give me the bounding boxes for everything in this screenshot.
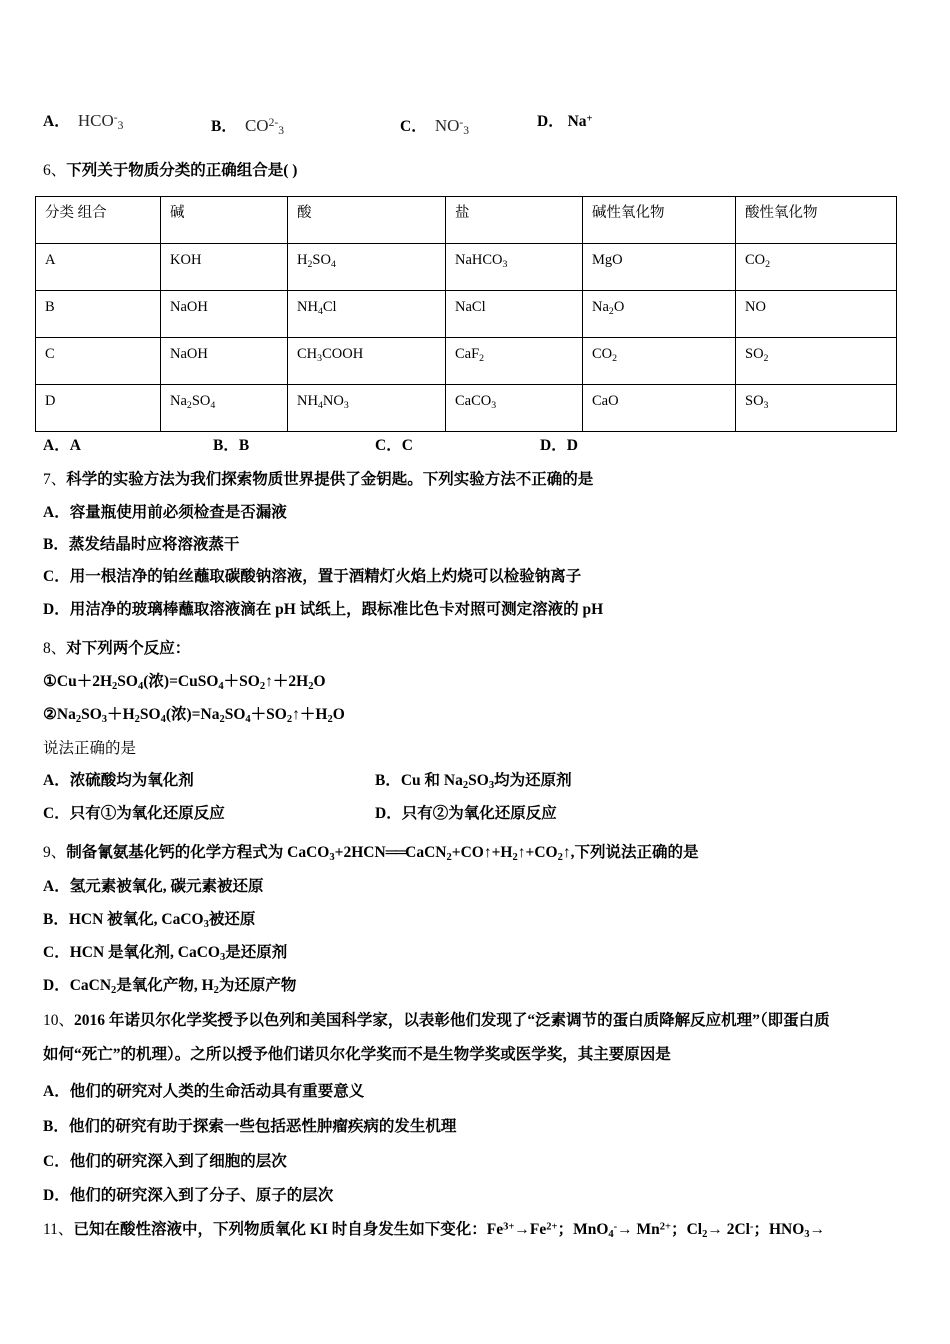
q6-option-a[interactable] bbox=[43, 438, 81, 454]
q8-number: 8、 bbox=[43, 640, 67, 657]
q5-option-a-formula: $HCO^-_3$ bbox=[77, 111, 124, 133]
cell-acidic-oxide: NO bbox=[736, 291, 897, 338]
q9-option-a[interactable] bbox=[43, 879, 263, 895]
cell-acidic-oxide: $CO_2$ bbox=[736, 244, 897, 291]
q8-option-c[interactable] bbox=[43, 806, 225, 822]
q7-option-c-letter: C． bbox=[43, 568, 70, 585]
q7-option-b-text: 蒸发结晶时应将溶液蒸干 bbox=[68, 536, 240, 553]
q10-stem-text-1: 2016 年诺贝尔化学奖授予以色列和美国科学家，以表彰他们发现了“泛素调节的蛋白质降解反应机理”（即蛋白质 bbox=[74, 1012, 830, 1029]
q7-option-d[interactable] bbox=[43, 602, 603, 618]
q6-stem bbox=[43, 163, 297, 179]
cell-basic-oxide: $Na_2O$ bbox=[583, 291, 736, 338]
q9-option-b-text: HCN 被氧化, CaCO$_3$被还原 bbox=[68, 911, 256, 930]
q6-option-d[interactable] bbox=[540, 438, 578, 454]
table-header-row bbox=[36, 197, 897, 244]
cell-acid: $NH_4Cl$ bbox=[288, 291, 446, 338]
q9-option-b[interactable] bbox=[43, 912, 255, 930]
cell-basic-oxide: CaO bbox=[583, 385, 736, 432]
q5-option-d[interactable] bbox=[537, 114, 593, 130]
cell-basic-oxide: MgO bbox=[583, 244, 736, 291]
cell-base: NaOH bbox=[161, 338, 288, 385]
cell-basic-oxide: $CO_2$ bbox=[583, 338, 736, 385]
table-row bbox=[36, 338, 897, 385]
table-row bbox=[36, 385, 897, 432]
q6-option-c-text: C bbox=[401, 437, 413, 454]
q8-equation-2: $②Na_2SO_3+H_2SO_4$(浓)$=Na_2SO_4+SO_2↑+H_2O$ bbox=[43, 706, 345, 725]
cell-acid: $H_2SO_4$ bbox=[288, 244, 446, 291]
header-cell-acid: 酸 bbox=[288, 197, 446, 244]
q7-option-d-letter: D． bbox=[43, 601, 70, 618]
header-cell-combo: 分类 组合 bbox=[36, 197, 161, 244]
table-row bbox=[36, 291, 897, 338]
q7-option-c-text: 用一根洁净的铂丝蘸取碳酸钠溶液，置于酒精灯火焰上灼烧可以检验钠离子 bbox=[69, 568, 582, 585]
q6-option-b-letter: B． bbox=[213, 437, 239, 454]
q5-option-c[interactable] bbox=[400, 117, 469, 137]
q8-option-a[interactable] bbox=[43, 773, 194, 789]
q9-option-d[interactable] bbox=[43, 978, 296, 996]
cell-acidic-oxide: $SO_3$ bbox=[736, 385, 897, 432]
q7-option-b[interactable] bbox=[43, 537, 239, 553]
q10-option-c-letter: C． bbox=[43, 1153, 70, 1170]
q10-option-a[interactable] bbox=[43, 1084, 364, 1100]
q5-option-b[interactable] bbox=[211, 117, 284, 137]
q10-option-c[interactable] bbox=[43, 1154, 287, 1170]
q11-stem: 11、已知在酸性溶液中，下列物质氧化 KI 时自身发生如下变化：$Fe^{3+}\to Fe^{2+}$；$MnO_4^-\to Mn^{2+}$；$Cl_2\to 2Cl^-$；$HNO_3\to$ bbox=[43, 1221, 826, 1240]
cell-combo: D bbox=[36, 385, 161, 432]
q10-option-d-text: 他们的研究深入到了分子、原子的层次 bbox=[69, 1187, 334, 1204]
q11-number: 11、 bbox=[43, 1221, 74, 1238]
q8-equation-1: $①Cu+2H_2SO_4$(浓)$=CuSO_4+SO_2↑+2H_2O$ bbox=[43, 673, 326, 692]
q9-option-c[interactable] bbox=[43, 945, 287, 963]
classification-table bbox=[35, 196, 897, 432]
header-cell-salt: 盐 bbox=[446, 197, 583, 244]
q5-option-b-formula: $CO^{2-}_3$ bbox=[244, 116, 284, 138]
q6-option-b[interactable] bbox=[213, 438, 249, 454]
q6-option-d-letter: D． bbox=[540, 437, 567, 454]
cell-base: $Na_2SO_4$ bbox=[161, 385, 288, 432]
q9-equals-sign: ══ bbox=[385, 844, 406, 861]
q8-option-b-text: Cu 和 $Na_2SO_3$均为还原剂 bbox=[400, 772, 572, 791]
q10-option-b[interactable] bbox=[43, 1119, 456, 1135]
q8-option-a-text: 浓硫酸均为氧化剂 bbox=[69, 772, 194, 789]
q7-option-c[interactable] bbox=[43, 569, 581, 585]
q9-option-c-letter: C． bbox=[43, 944, 70, 961]
q6-stem-text: 下列关于物质分类的正确组合是( ) bbox=[66, 162, 298, 179]
q7-option-d-text: 用洁净的玻璃棒蘸取溶液滴在 pH 试纸上，跟标准比色卡对照可测定溶液的 pH bbox=[69, 601, 604, 618]
cell-combo: C bbox=[36, 338, 161, 385]
q10-option-d-letter: D． bbox=[43, 1187, 70, 1204]
q5-option-a[interactable] bbox=[43, 112, 123, 132]
q5-option-a-letter: A． bbox=[43, 113, 70, 130]
q8-option-b-letter: B． bbox=[375, 772, 401, 789]
q10-option-b-text: 他们的研究有助于探索一些包括恶性肿瘤疾病的发生机理 bbox=[68, 1118, 457, 1135]
q7-option-b-letter: B． bbox=[43, 536, 69, 553]
q9-number: 9、 bbox=[43, 844, 67, 861]
q9-option-a-letter: A． bbox=[43, 878, 70, 895]
q10-option-b-letter: B． bbox=[43, 1118, 69, 1135]
q6-option-a-letter: A． bbox=[43, 437, 70, 454]
q6-table-wrap bbox=[35, 196, 896, 432]
cell-salt: NaHCO$_3$ bbox=[446, 244, 583, 291]
cell-acidic-oxide: $SO_2$ bbox=[736, 338, 897, 385]
q9-stem: 9、制备氰氨基化钙的化学方程式为 $CaCO_3+2HCN══CaCN_2+CO↑+H_2↑+CO_2↑$,下列说法正确的是 bbox=[43, 844, 699, 863]
header-cell-base: 碱 bbox=[161, 197, 288, 244]
q8-option-d-letter: D． bbox=[375, 805, 402, 822]
q10-number: 10、 bbox=[43, 1012, 75, 1029]
q8-stem-text: 对下列两个反应： bbox=[66, 640, 191, 657]
cell-base: KOH bbox=[161, 244, 288, 291]
q10-stem-line2 bbox=[43, 1047, 671, 1063]
q7-stem-text: 科学的实验方法为我们探索物质世界提供了金钥匙。下列实验方法不正确的是 bbox=[66, 471, 594, 488]
q10-option-d[interactable] bbox=[43, 1188, 333, 1204]
q5-option-d-formula: Na+ bbox=[567, 113, 593, 130]
cell-salt: CaF$_2$ bbox=[446, 338, 583, 385]
q5-option-b-letter: B． bbox=[211, 118, 237, 135]
q9-option-c-text: HCN 是氧化剂, CaCO$_3$是还原剂 bbox=[69, 944, 288, 963]
header-cell-basic-oxide: 碱性氧化物 bbox=[583, 197, 736, 244]
q9-option-b-letter: B． bbox=[43, 911, 69, 928]
q7-number: 7、 bbox=[43, 471, 67, 488]
q5-option-c-letter: C． bbox=[400, 118, 427, 135]
q6-option-c[interactable] bbox=[375, 438, 413, 454]
q8-option-c-letter: C． bbox=[43, 805, 70, 822]
q6-option-c-letter: C． bbox=[375, 437, 402, 454]
q9-option-a-text: 氢元素被氧化, 碳元素被还原 bbox=[69, 878, 264, 895]
q10-option-c-text: 他们的研究深入到了细胞的层次 bbox=[69, 1153, 287, 1170]
cell-combo: A bbox=[36, 244, 161, 291]
cell-acid: $NH_4NO_3$ bbox=[288, 385, 446, 432]
q7-option-a-letter: A． bbox=[43, 504, 70, 521]
q7-option-a-text: 容量瓶使用前必须检查是否漏液 bbox=[69, 504, 287, 521]
header-cell-acidic-oxide: 酸性氧化物 bbox=[736, 197, 897, 244]
q5-option-c-formula: $NO^-_3$ bbox=[434, 116, 470, 138]
q10-stem-line1 bbox=[43, 1013, 830, 1029]
q8-option-b[interactable] bbox=[375, 773, 572, 791]
q8-lead: 说法正确的是 bbox=[43, 740, 137, 757]
q8-option-d-text: 只有②为氧化还原反应 bbox=[401, 805, 557, 822]
cell-acid: $CH_3COOH$ bbox=[288, 338, 446, 385]
cell-combo: B bbox=[36, 291, 161, 338]
q7-stem bbox=[43, 472, 593, 488]
table-row bbox=[36, 244, 897, 291]
q7-option-a[interactable] bbox=[43, 505, 287, 521]
q6-number: 6、 bbox=[43, 162, 67, 179]
q5-option-d-letter: D． bbox=[537, 113, 564, 130]
q8-option-d[interactable] bbox=[375, 806, 557, 822]
q10-option-a-letter: A． bbox=[43, 1083, 70, 1100]
q9-option-d-text: CaCN$_2$是氧化产物, $H_2$为还原产物 bbox=[69, 977, 297, 996]
q10-option-a-text: 他们的研究对人类的生命活动具有重要意义 bbox=[69, 1083, 365, 1100]
q9-option-d-letter: D． bbox=[43, 977, 70, 994]
cell-salt: CaCO$_3$ bbox=[446, 385, 583, 432]
q6-option-d-text: D bbox=[566, 437, 578, 454]
q6-option-b-text: B bbox=[238, 437, 250, 454]
cell-salt: NaCl bbox=[446, 291, 583, 338]
q8-stem bbox=[43, 641, 190, 657]
q6-option-a-text: A bbox=[69, 437, 81, 454]
q10-stem-text-2: 如何“死亡”的机理）。之所以授予他们诺贝尔化学奖而不是生物学奖或医学奖，其主要原因是 bbox=[43, 1046, 671, 1063]
q8-option-c-text: 只有①为氧化还原反应 bbox=[69, 805, 225, 822]
q8-option-a-letter: A． bbox=[43, 772, 70, 789]
cell-base: NaOH bbox=[161, 291, 288, 338]
